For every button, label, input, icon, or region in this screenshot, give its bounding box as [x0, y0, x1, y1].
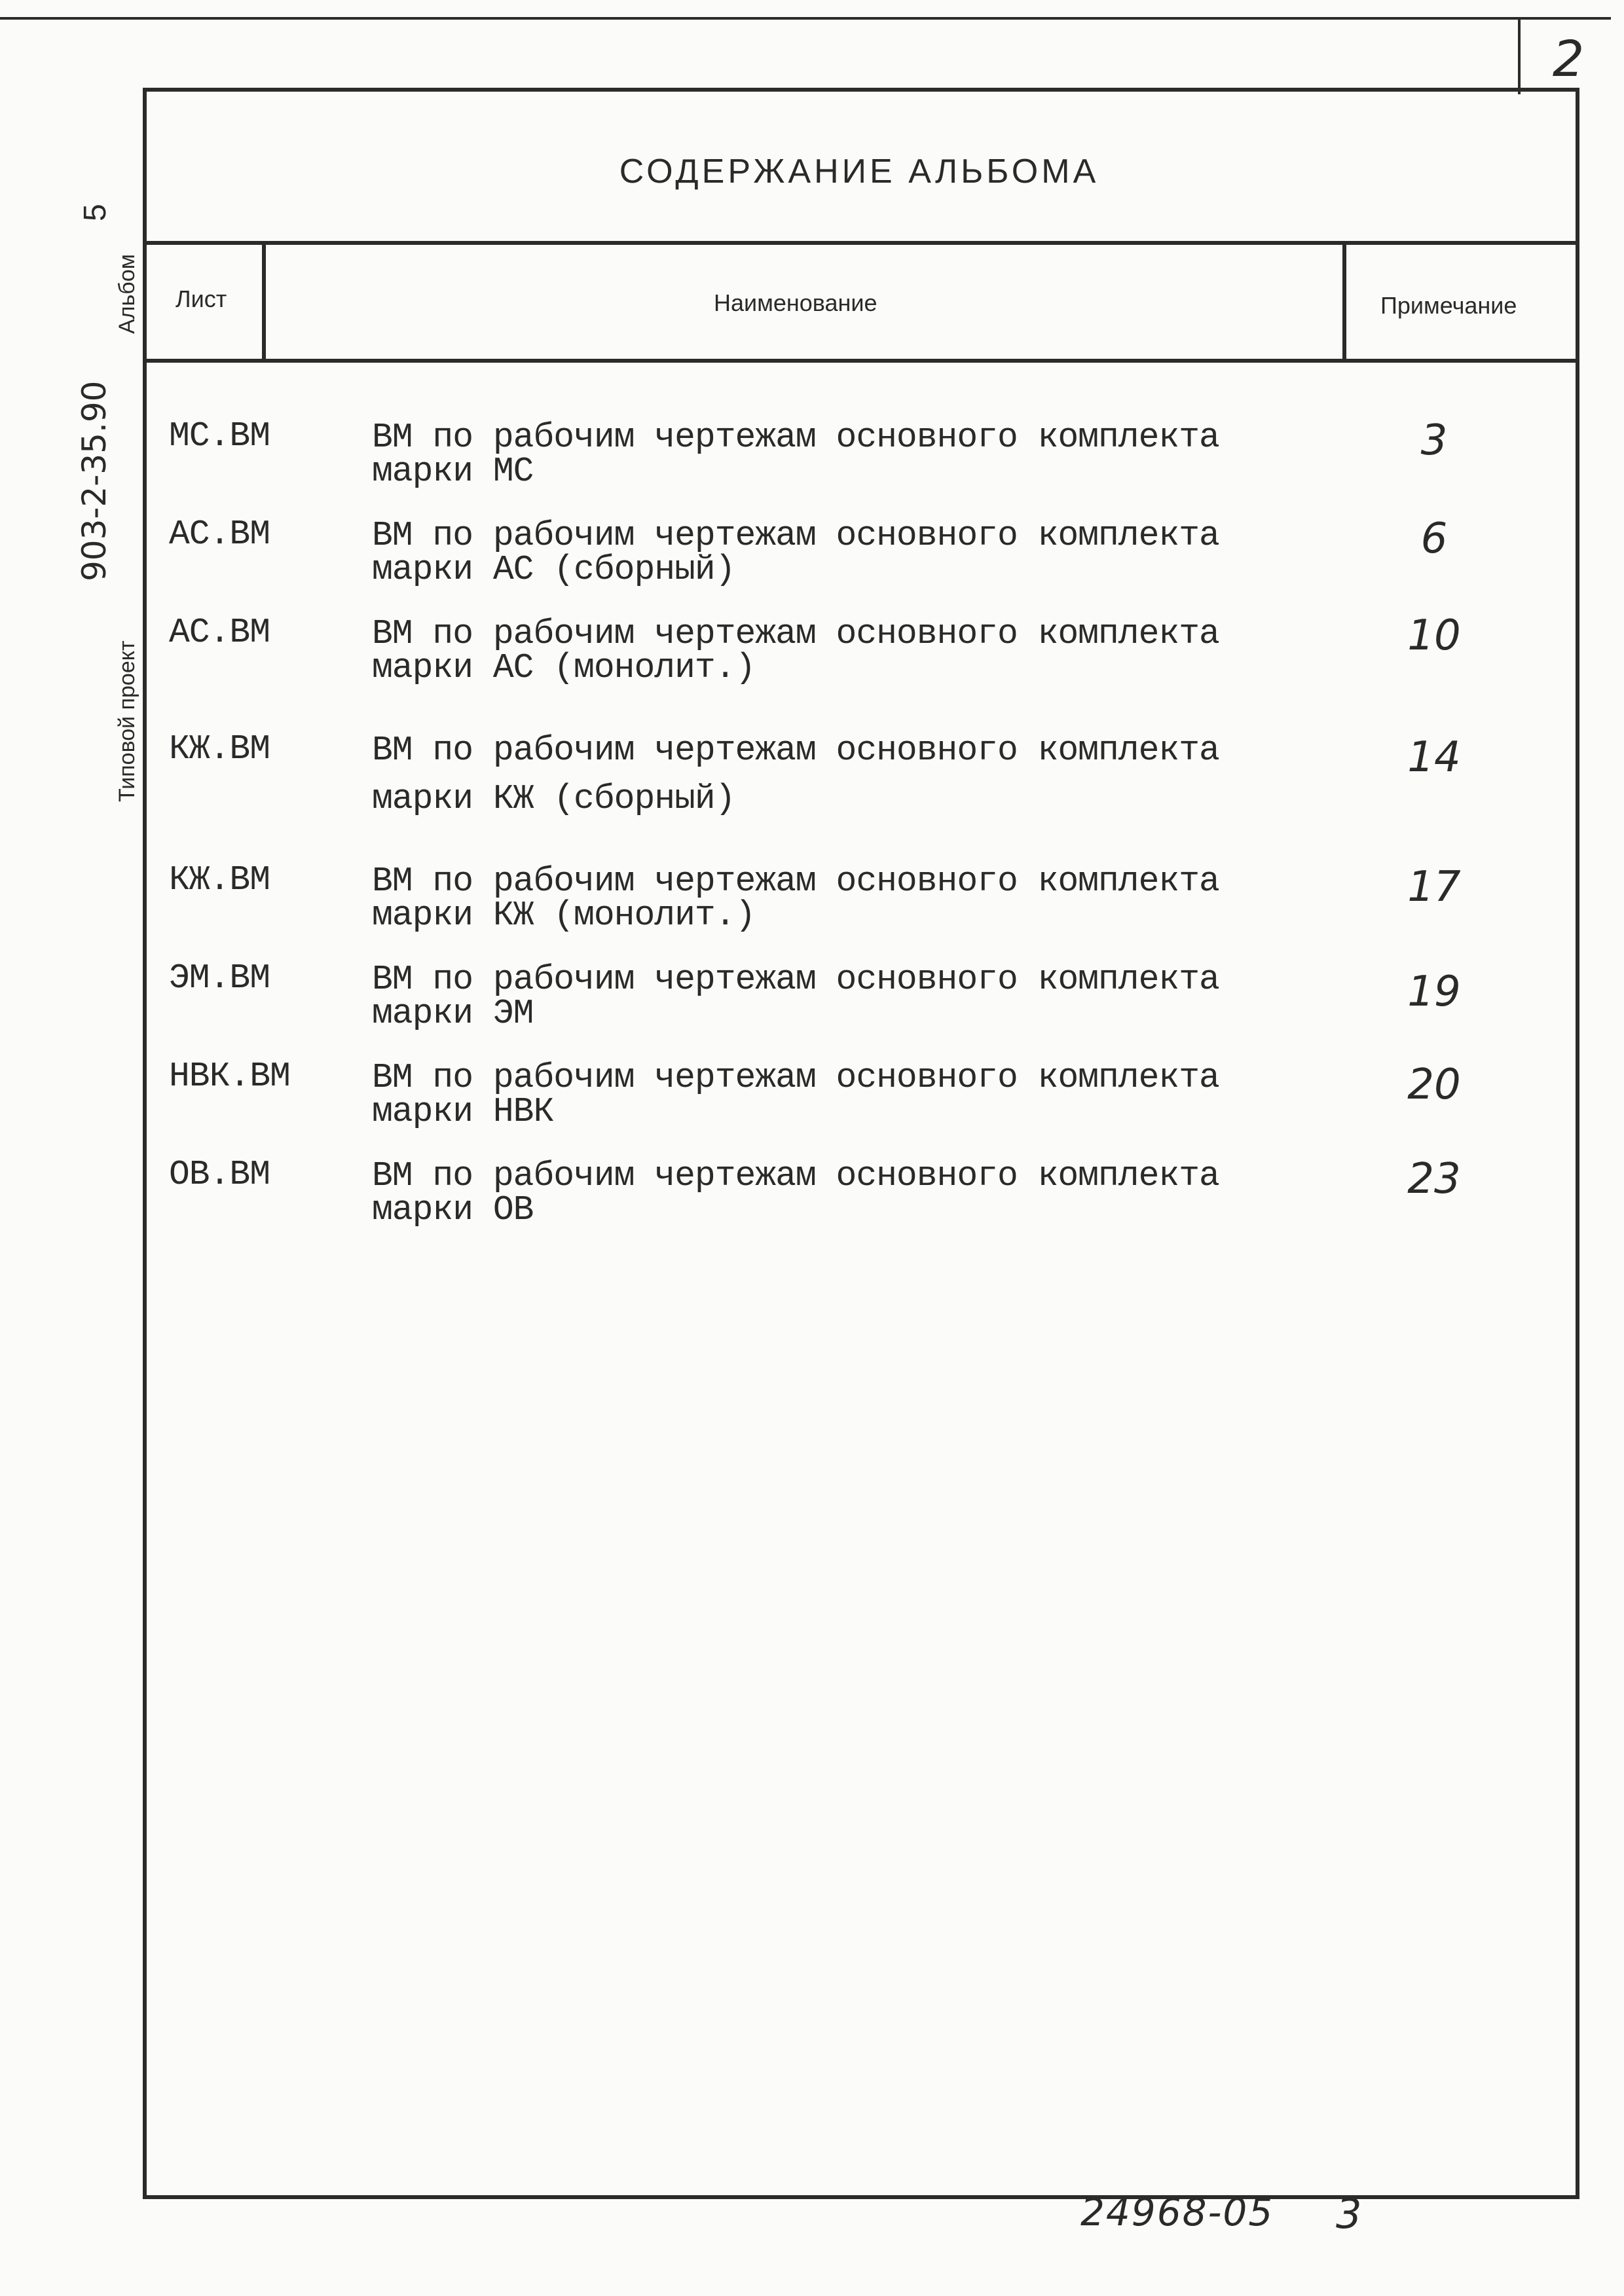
- row-note: 14: [1407, 733, 1461, 782]
- column-divider-note: [1342, 244, 1346, 360]
- side-project-label: Типовой проект: [115, 640, 139, 802]
- frame-left: [143, 88, 147, 2199]
- row-name-line2: марки МС: [372, 452, 534, 491]
- row-name-line2: марки АС (сборный): [372, 550, 735, 589]
- row-name-line1: ВМ по рабочим чертежам основного комплекта: [372, 516, 1219, 555]
- frame-right: [1576, 88, 1579, 2199]
- header-sheet: Лист: [175, 285, 227, 312]
- row-code: ЭМ.ВМ: [169, 958, 270, 998]
- sheet-number-box-left: [1518, 17, 1521, 94]
- footer-page-number: 3: [1336, 2190, 1362, 2238]
- row-note: 23: [1407, 1155, 1461, 1203]
- side-album-number: 5: [78, 204, 113, 221]
- row-note: 17: [1407, 863, 1461, 911]
- title-separator: [143, 241, 1579, 245]
- row-note: 6: [1420, 515, 1448, 563]
- row-name-line1: ВМ по рабочим чертежам основного комплекта: [372, 418, 1219, 457]
- row-name-line2: марки ЭМ: [372, 994, 534, 1033]
- page-title: СОДЕРЖАНИЕ АЛЬБОМА: [619, 153, 1099, 191]
- row-note: 3: [1420, 416, 1448, 465]
- frame-bottom: [143, 2195, 1579, 2199]
- row-name-line1: ВМ по рабочим чертежам основного комплекта: [372, 1058, 1219, 1097]
- row-code: КЖ.ВМ: [169, 729, 270, 769]
- header-note: Примечание: [1380, 292, 1517, 319]
- row-note: 20: [1407, 1061, 1461, 1109]
- row-code: ОВ.ВМ: [169, 1155, 270, 1194]
- frame-top: [143, 88, 1579, 92]
- row-code: КЖ.ВМ: [169, 860, 270, 900]
- sheet-number: 2: [1552, 29, 1585, 88]
- row-code: НВК.ВМ: [169, 1057, 290, 1096]
- row-name-line2: марки КЖ (сборный): [372, 779, 735, 818]
- side-project-code: 903-2-35.90: [75, 380, 113, 581]
- row-note: 19: [1407, 968, 1461, 1016]
- side-album-label: Альбом: [115, 254, 139, 334]
- footer-inventory-code: 24968-05: [1080, 2190, 1274, 2234]
- top-edge-line: [0, 17, 1611, 20]
- row-name-line1: ВМ по рабочим чертежам основного комплекта: [372, 731, 1219, 770]
- row-code: АС.ВМ: [169, 515, 270, 554]
- row-name-line2: марки АС (монолит.): [372, 648, 756, 687]
- row-name-line1: ВМ по рабочим чертежам основного комплекта: [372, 862, 1219, 901]
- row-name-line2: марки КЖ (монолит.): [372, 896, 756, 935]
- header-name: Наименование: [714, 289, 877, 316]
- row-code: АС.ВМ: [169, 613, 270, 652]
- row-note: 10: [1407, 611, 1461, 660]
- row-name-line1: ВМ по рабочим чертежам основного комплекта: [372, 1156, 1219, 1195]
- row-name-line2: марки НВК: [372, 1092, 554, 1131]
- row-name-line2: марки ОВ: [372, 1190, 534, 1230]
- header-separator: [143, 359, 1579, 363]
- row-name-line1: ВМ по рабочим чертежам основного комплекта: [372, 614, 1219, 653]
- column-divider-sheet: [262, 244, 266, 360]
- row-code: МС.ВМ: [169, 416, 270, 456]
- row-name-line1: ВМ по рабочим чертежам основного комплекта: [372, 960, 1219, 999]
